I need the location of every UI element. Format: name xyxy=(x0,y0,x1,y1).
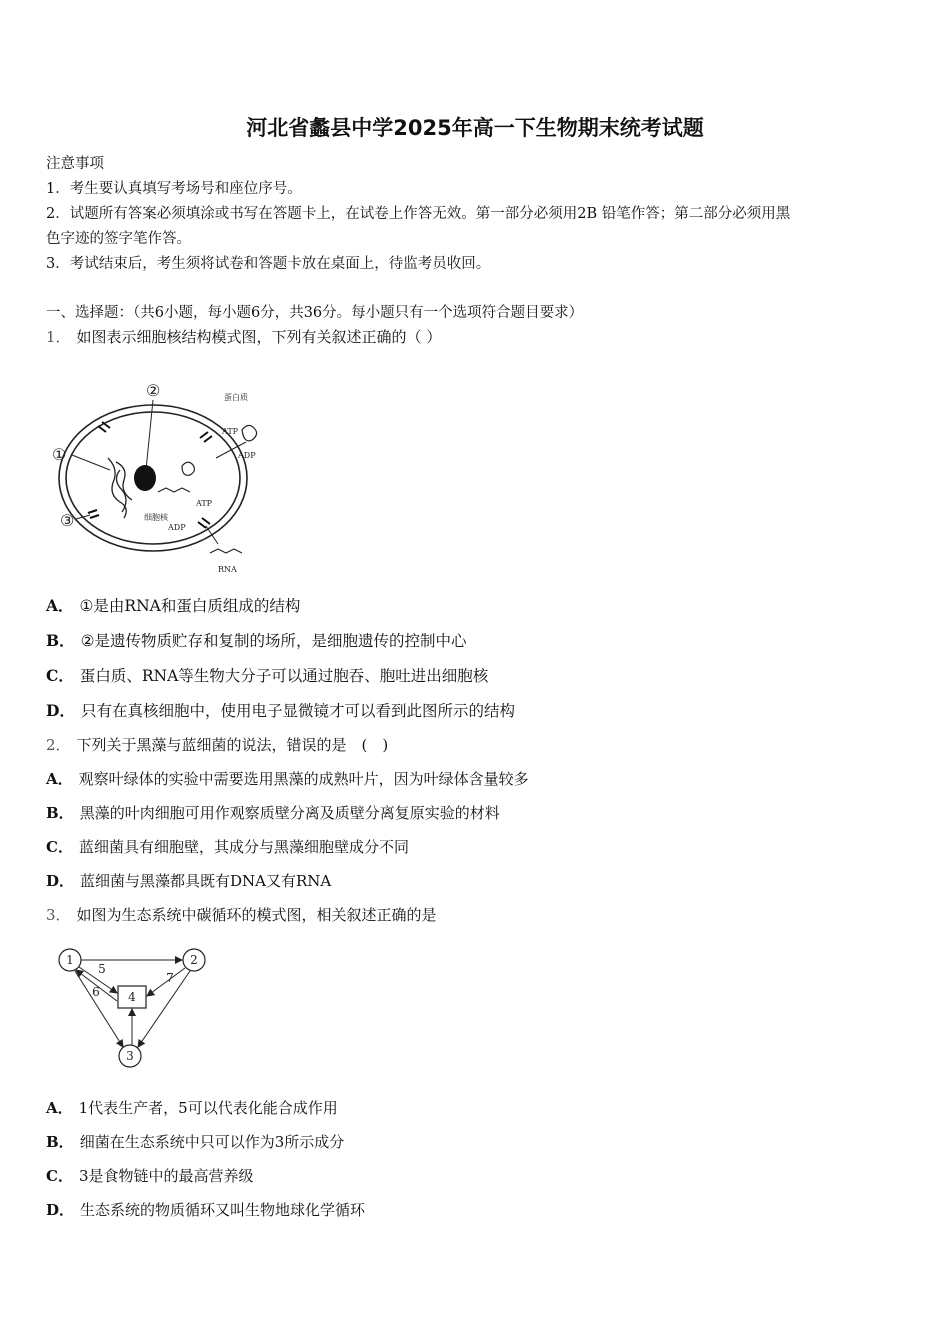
label-adp: ADP xyxy=(168,523,186,532)
page-title: 河北省蠡县中学2025年高一下生物期末统考试题 xyxy=(246,116,704,140)
nuclear-pore xyxy=(88,510,99,518)
option-c: C． 蓝细菌具有细胞壁，其成分与黑藻细胞壁成分不同 xyxy=(46,838,409,856)
option-c: C． 3是食物链中的最高营养级 xyxy=(46,1167,254,1185)
option-b: B． ②是遗传物质贮存和复制的场所，是细胞遗传的控制中心 xyxy=(46,631,467,650)
rna-strand xyxy=(210,549,242,553)
option-b: B． 细菌在生态系统中只可以作为3所示成分 xyxy=(46,1133,345,1151)
nuclear-pore xyxy=(198,518,210,528)
question-text: 如图表示细胞核结构模式图，下列有关叙述正确的（ ） xyxy=(76,328,442,346)
question-2-stem xyxy=(46,734,388,755)
label-rna: RNA xyxy=(218,565,237,574)
option-d: D． 蓝细菌与黑藻都具既有DNA又有RNA xyxy=(46,872,332,890)
label-circle-2: ② xyxy=(146,381,161,400)
question-1-stem xyxy=(46,326,441,347)
label-circle-1: ① xyxy=(52,445,67,464)
option-a: A． 1代表生产者，5可以代表化能合成作用 xyxy=(46,1099,338,1117)
protein-blob xyxy=(242,425,257,440)
question-number: 1． xyxy=(46,328,71,346)
option-b: B． 黑藻的叶肉细胞可用作观察质壁分离及质壁分离复原实验的材料 xyxy=(46,804,500,822)
option-a: A． ①是由RNA和蛋白质组成的结构 xyxy=(46,596,301,615)
carbon-cycle-diagram xyxy=(46,938,216,1078)
label-protein: 蛋白质 xyxy=(224,393,248,402)
arrow-1-3 xyxy=(75,971,123,1047)
question-3-stem xyxy=(46,904,437,925)
node-label: 2 xyxy=(190,953,198,967)
nuclear-pore xyxy=(200,432,212,442)
option-d: D． 生态系统的物质循环又叫生物地球化学循环 xyxy=(46,1201,366,1219)
protein-blob xyxy=(182,462,194,475)
question-number: 3． xyxy=(46,906,71,924)
nucleolus xyxy=(134,465,156,491)
question-text: 下列关于黑藻与蓝细菌的说法，错误的是 ( ) xyxy=(76,736,389,754)
label-nucleus: 细胞核 xyxy=(144,513,168,522)
section-heading: 一、选择题：（共6小题，每小题6分，共36分。每小题只有一个选项符合题目要求） xyxy=(46,305,584,321)
option-d: D． 只有在真核细胞中，使用电子显微镜才可以看到此图所示的结构 xyxy=(46,701,515,720)
label-atp: ATP xyxy=(196,499,213,508)
notice-item: 2．试题所有答案必须填涂或书写在答题卡上，在试卷上作答无效。第一部分必须用2B 铅笔作答；第二部分必须用黑 xyxy=(46,206,791,222)
arrow xyxy=(206,526,218,544)
question-text: 如图为生态系统中碳循环的模式图，相关叙述正确的是 xyxy=(76,906,437,924)
node-label: 3 xyxy=(126,1049,134,1063)
pointer-line xyxy=(72,455,110,470)
notice-heading: 注意事项 xyxy=(46,156,104,172)
arrow-label: 7 xyxy=(166,971,174,985)
rna-strand xyxy=(158,488,190,492)
nuclear-pore xyxy=(98,422,110,432)
pointer-line xyxy=(146,400,153,470)
question-number: 2． xyxy=(46,736,71,754)
label-circle-3: ③ xyxy=(60,511,75,530)
arrow-label: 6 xyxy=(92,985,100,999)
nucleus-diagram xyxy=(46,378,266,578)
node-label: 1 xyxy=(66,953,74,967)
pointer-line xyxy=(76,515,90,519)
chromatin xyxy=(108,458,132,518)
notice-item: 1．考生要认真填写考场号和座位序号。 xyxy=(46,181,302,197)
arrow-label: 5 xyxy=(98,962,106,976)
arrow-2-3 xyxy=(138,971,190,1047)
label-adp: ADP xyxy=(238,451,256,460)
option-a: A． 观察叶绿体的实验中需要选用黑藻的成熟叶片，因为叶绿体含量较多 xyxy=(46,770,529,788)
node-label: 4 xyxy=(128,990,136,1004)
notice-item: 色字迹的签字笔作答。 xyxy=(46,231,191,247)
notice-item: 3．考试结束后，考生须将试卷和答题卡放在桌面上，待监考员收回。 xyxy=(46,256,491,272)
option-c: C． 蛋白质、RNA等生物大分子可以通过胞吞、胞吐进出细胞核 xyxy=(46,666,489,685)
label-atp: ATP xyxy=(222,427,239,436)
